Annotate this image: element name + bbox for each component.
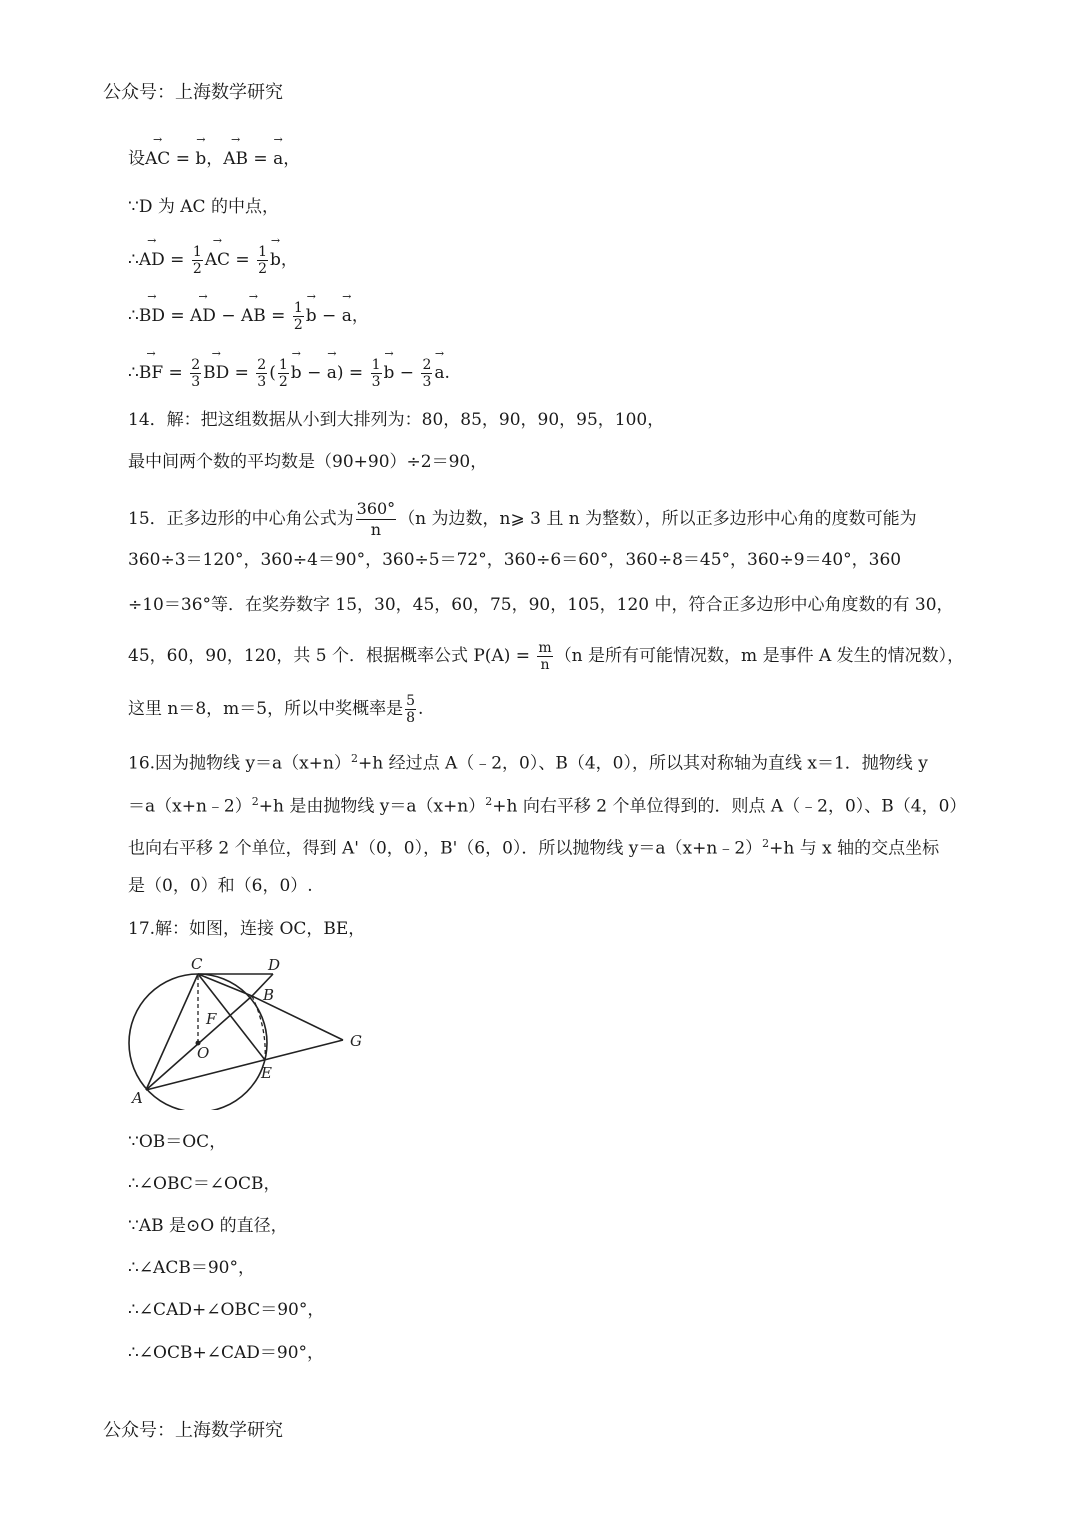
label-f: F — [206, 1010, 217, 1028]
page-footer: 公众号：上海数学研究 — [103, 1420, 283, 1441]
page-header: 公众号：上海数学研究 — [103, 82, 283, 103]
vector-definition: 设→ AC = → b，→ AB = → a， — [128, 147, 300, 171]
label-o: O — [197, 1044, 210, 1062]
label-c: C — [191, 955, 203, 973]
segment-ac — [146, 974, 198, 1090]
q17-intro: 17.解：如图，连接 OC，BE， — [128, 919, 366, 939]
segment-ag — [146, 1040, 343, 1090]
ad-equation: ∴→ AD = $\frac{1}{2}$ → AC = $\frac{1}{2}$ → b， — [128, 244, 298, 277]
bd-equation: ∴→ BD = → AD − → AB = $\frac{1}{2}$ → b − → a， — [128, 300, 369, 333]
q16-line3: 也向右平移 2 个单位，得到 A'（0，0），B'（6，0）．所以抛物线 y＝a（x+n﹣2）$^2$+h 与 x 轴的交点坐标 — [128, 837, 940, 859]
geometry-figure — [125, 950, 375, 1110]
q17-step6: ∴∠OCB+∠CAD＝90°， — [128, 1343, 325, 1363]
q17-step4: ∴∠ACB＝90°， — [128, 1258, 255, 1278]
bf-equation: ∴→ BF = $\frac{2}{3}$ → BD = $\frac{2}{3}$ ( $\frac{1}{2}$ → b − → a) = $\frac{1}{3}$ → b − $\frac{2}{3}$ → a. — [128, 357, 450, 390]
q16-line4: 是（0，0）和（6，0）. — [128, 876, 313, 896]
q16-line1: 16.因为抛物线 $y=a(x+n)^2+h$ 经过点 A（﹣2，0）、B（4，0），所以其对称轴为直线 x＝1．抛物线 y — [128, 752, 928, 774]
q15-line3: ÷10＝36°等．在奖券数字 15，30，45，60，75，90，105，120 中，符合正多边形中心角度数的有 30， — [128, 595, 954, 615]
q17-step1: ∵OB＝OC， — [128, 1132, 227, 1152]
q14-line1: 14．解：把这组数据从小到大排列为：80，85，90，90，95，100， — [128, 410, 665, 430]
label-a: A — [132, 1089, 143, 1107]
q15-line5: 这里 n＝8，m＝5，所以中奖概率是 $\frac{5}{8}$ . — [128, 693, 424, 726]
q17-step5: ∴∠CAD+∠OBC＝90°， — [128, 1300, 325, 1320]
q15-line4: 45，60，90，120，共 5 个．根据概率公式 P(A) = $\frac{m}{n}$ （n 是所有可能情况数，m 是事件 A 发生的情况数）， — [128, 640, 965, 673]
label-e: E — [261, 1064, 272, 1082]
q14-line2: 最中间两个数的平均数是（90+90）÷2＝90， — [128, 452, 488, 472]
q17-step2: ∴∠OBC＝∠OCB， — [128, 1174, 281, 1194]
segment-be — [252, 996, 265, 1060]
label-g: G — [350, 1032, 362, 1050]
label-b: B — [263, 986, 275, 1004]
q15-line2: 360÷3＝120°，360÷4＝90°，360÷5＝72°，360÷6＝60°，360÷8＝45°，360÷9＝40°，360 — [128, 550, 902, 570]
q16-line2: ＝a（x+n﹣2）$^2$+h 是由抛物线 $y=a(x+n)^2+h$ 向右平移 2 个单位得到的．则点 A（﹣2，0）、B（4，0） — [128, 795, 967, 817]
q17-step3: ∵AB 是⊙O 的直径， — [128, 1216, 288, 1236]
label-d: D — [268, 956, 281, 974]
q15-line1: 15．正多边形的中心角公式为 $\frac{360^\circ}{n}$ （n 为边数，n⩾ 3 且 n 为整数），所以正多边形中心角的度数可能为 — [128, 499, 917, 539]
midpoint-statement: ∵D 为 AC 的中点， — [128, 197, 279, 217]
